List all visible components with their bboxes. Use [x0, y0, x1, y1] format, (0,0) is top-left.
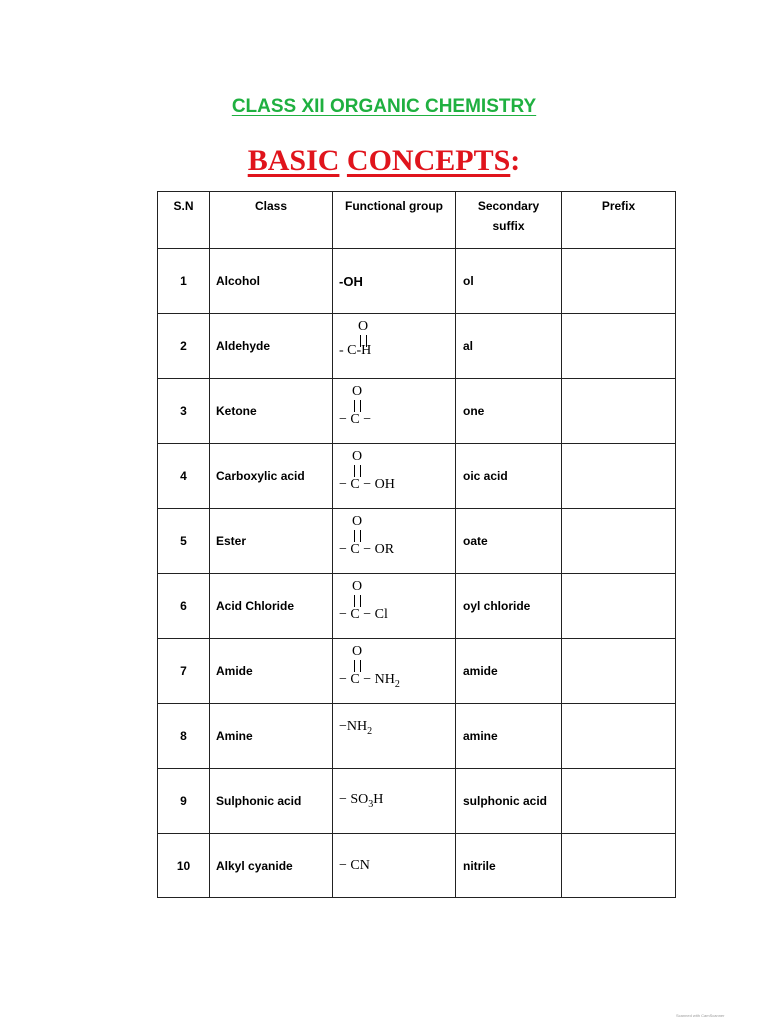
table-row	[158, 509, 676, 574]
carbonyl-structure	[339, 382, 459, 438]
header-functional-group: Functional group	[333, 192, 456, 249]
oxygen-atom: O	[358, 318, 369, 334]
row-prefix	[562, 444, 676, 509]
fg-formula: - C-H	[339, 342, 372, 358]
carbonyl-structure	[339, 642, 459, 698]
double-bond-mark	[354, 400, 361, 412]
row-sn: 9	[158, 769, 210, 834]
row-suffix: sulphonic acid	[456, 769, 562, 834]
table-row	[158, 834, 676, 898]
header-sn: S.N	[158, 192, 210, 249]
row-class: Aldehyde	[210, 314, 333, 379]
row-class: Carboxylic acid	[210, 444, 333, 509]
fg-subscript: 2	[367, 725, 373, 737]
row-prefix	[562, 574, 676, 639]
row-prefix	[562, 834, 676, 898]
carbonyl-structure	[339, 317, 459, 373]
row-sn: 7	[158, 639, 210, 704]
row-class: Alcohol	[210, 249, 333, 314]
carbonyl-structure	[339, 512, 459, 568]
row-functional-group	[333, 509, 456, 574]
row-suffix: amine	[456, 704, 562, 769]
fg-formula: − C − Cl	[339, 606, 388, 622]
header-secondary-suffix-line1: Secondary	[477, 199, 540, 213]
table-row	[158, 444, 676, 509]
row-prefix	[562, 639, 676, 704]
row-suffix: one	[456, 379, 562, 444]
double-bond-mark	[354, 660, 361, 672]
row-class: Amine	[210, 704, 333, 769]
oxygen-atom: O	[352, 448, 363, 464]
document-heading	[0, 96, 768, 118]
header-class: Class	[210, 192, 333, 249]
row-sn: 5	[158, 509, 210, 574]
row-prefix	[562, 704, 676, 769]
oxygen-atom: O	[352, 383, 363, 399]
fg-formula: − C −	[339, 411, 372, 427]
table-row	[158, 379, 676, 444]
fg-formula: − CN	[339, 857, 370, 873]
page-title	[0, 144, 768, 178]
row-class: Sulphonic acid	[210, 769, 333, 834]
fg-subscript: 2	[394, 678, 400, 690]
fg-subscript: 3	[368, 798, 374, 810]
fg-formula-tail: H	[373, 792, 384, 808]
row-sn: 3	[158, 379, 210, 444]
row-functional-group	[333, 574, 456, 639]
row-functional-group	[333, 249, 456, 314]
row-sn: 1	[158, 249, 210, 314]
row-prefix	[562, 249, 676, 314]
row-prefix	[562, 314, 676, 379]
row-functional-group	[333, 704, 456, 769]
header-secondary-suffix-line2: suffix	[492, 219, 525, 233]
table-header-row	[158, 192, 676, 249]
header-prefix: Prefix	[562, 192, 676, 249]
double-bond-mark	[354, 595, 361, 607]
row-class: Acid Chloride	[210, 574, 333, 639]
fg-formula: − C − OH	[339, 476, 395, 492]
title-colon: :	[510, 144, 521, 177]
row-functional-group	[333, 639, 456, 704]
header-secondary-suffix	[456, 192, 562, 249]
row-suffix: amide	[456, 639, 562, 704]
row-sn: 2	[158, 314, 210, 379]
oxygen-atom: O	[352, 643, 363, 659]
title-word-concepts: CONCEPTS	[346, 144, 511, 177]
row-suffix: ol	[456, 249, 562, 314]
row-functional-group	[333, 834, 456, 898]
double-bond-mark	[354, 465, 361, 477]
heading-text: CLASS XII ORGANIC CHEMISTRY	[231, 96, 537, 117]
row-sn: 4	[158, 444, 210, 509]
double-bond-mark	[354, 530, 361, 542]
row-suffix: oate	[456, 509, 562, 574]
fg-formula-main: −NH	[339, 719, 368, 735]
fg-formula	[339, 719, 373, 737]
fg-formula-main: − SO	[339, 792, 369, 808]
carbonyl-structure	[339, 447, 459, 503]
carbonyl-structure	[339, 577, 459, 633]
functional-groups-table	[157, 191, 676, 898]
row-class: Ketone	[210, 379, 333, 444]
row-class: Ester	[210, 509, 333, 574]
row-sn: 8	[158, 704, 210, 769]
row-functional-group	[333, 769, 456, 834]
row-functional-group	[333, 314, 456, 379]
row-suffix: oic acid	[456, 444, 562, 509]
table-row	[158, 769, 676, 834]
row-prefix	[562, 509, 676, 574]
row-suffix: al	[456, 314, 562, 379]
table-row	[158, 574, 676, 639]
row-prefix	[562, 769, 676, 834]
fg-formula	[339, 792, 384, 810]
row-class: Amide	[210, 639, 333, 704]
fg-formula: − C − OR	[339, 541, 395, 557]
table-row	[158, 249, 676, 314]
scanner-watermark: Scanned with CamScanner	[676, 1013, 725, 1018]
row-functional-group	[333, 379, 456, 444]
fg-formula-main: − C − NH	[339, 671, 395, 687]
row-sn: 6	[158, 574, 210, 639]
title-word-basic: BASIC	[247, 144, 340, 177]
oxygen-atom: O	[352, 513, 363, 529]
table-row	[158, 704, 676, 769]
fg-formula	[339, 672, 400, 690]
row-class: Alkyl cyanide	[210, 834, 333, 898]
row-functional-group	[333, 444, 456, 509]
table-row	[158, 314, 676, 379]
row-sn: 10	[158, 834, 210, 898]
fg-text: -OH	[339, 273, 363, 289]
row-suffix: nitrile	[456, 834, 562, 898]
row-suffix: oyl chloride	[456, 574, 562, 639]
table-row	[158, 639, 676, 704]
row-prefix	[562, 379, 676, 444]
oxygen-atom: O	[352, 578, 363, 594]
